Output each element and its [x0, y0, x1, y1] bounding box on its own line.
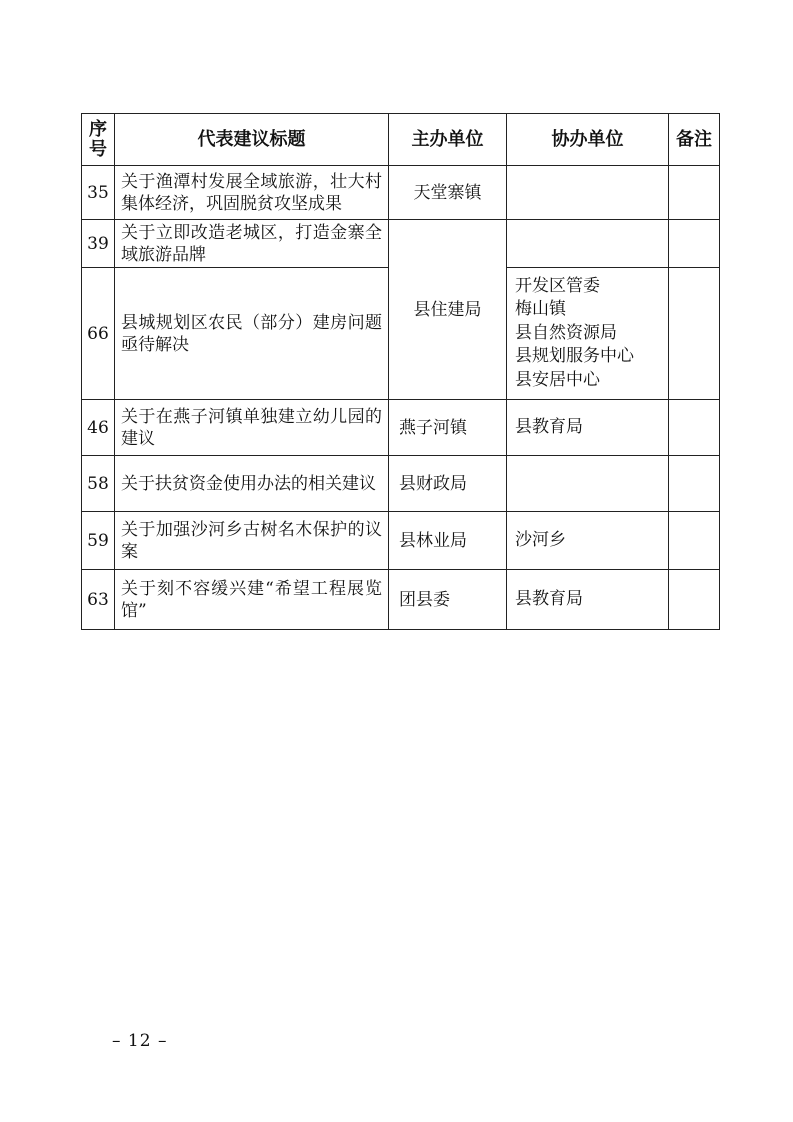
row-note [669, 456, 720, 512]
header-co-unit: 协办单位 [507, 114, 669, 166]
row-num: 46 [82, 400, 115, 456]
row-num: 35 [82, 166, 115, 220]
row-note [669, 220, 720, 268]
header-note: 备注 [669, 114, 720, 166]
row-title: 县城规划区农民（部分）建房问题亟待解决 [115, 268, 389, 400]
header-title: 代表建议标题 [115, 114, 389, 166]
proposal-table [81, 113, 720, 630]
row-title: 关于刻不容缓兴建“希望工程展览馆” [115, 570, 389, 630]
row-title: 关于扶贫资金使用办法的相关建议 [115, 456, 389, 512]
row-note [669, 570, 720, 630]
co-unit-item: 县安居中心 [515, 369, 600, 390]
table-row [82, 220, 720, 268]
co-unit-item: 县自然资源局 [515, 322, 617, 343]
co-unit-item: 县规划服务中心 [515, 346, 634, 367]
row-title: 关于立即改造老城区，打造金寨全域旅游品牌 [115, 220, 389, 268]
row-co-unit [507, 456, 669, 512]
co-unit-item: 县教育局 [515, 588, 583, 609]
co-unit-item: 开发区管委 [515, 275, 600, 296]
table-row [82, 166, 720, 220]
row-co-unit [507, 570, 669, 630]
row-main-unit: 团县委 [389, 570, 507, 630]
row-note [669, 166, 720, 220]
co-unit-item: 沙河乡 [515, 529, 566, 550]
row-main-unit: 县林业局 [389, 512, 507, 570]
table-row [82, 512, 720, 570]
row-co-unit [507, 512, 669, 570]
table-row [82, 400, 720, 456]
header-main-unit: 主办单位 [389, 114, 507, 166]
row-note [669, 512, 720, 570]
row-num: 63 [82, 570, 115, 630]
row-note [669, 268, 720, 400]
row-co-unit [507, 166, 669, 220]
row-co-unit [507, 268, 669, 400]
row-main-unit: 县财政局 [389, 456, 507, 512]
row-title: 关于在燕子河镇单独建立幼儿园的建议 [115, 400, 389, 456]
table-header-row [82, 114, 720, 166]
table-row [82, 456, 720, 512]
header-num: 序号 [82, 114, 115, 166]
co-unit-item: 梅山镇 [515, 299, 566, 320]
row-num: 66 [82, 268, 115, 400]
row-title: 关于加强沙河乡古树名木保护的议案 [115, 512, 389, 570]
page-number: – 12 – [112, 1031, 168, 1051]
row-num: 39 [82, 220, 115, 268]
row-co-unit [507, 400, 669, 456]
row-note [669, 400, 720, 456]
row-num: 58 [82, 456, 115, 512]
row-main-unit: 县住建局 [389, 220, 507, 400]
row-co-unit [507, 220, 669, 268]
row-title: 关于渔潭村发展全域旅游，壮大村集体经济，巩固脱贫攻坚成果 [115, 166, 389, 220]
co-unit-item: 县教育局 [515, 416, 583, 437]
table-row [82, 570, 720, 630]
row-main-unit: 燕子河镇 [389, 400, 507, 456]
row-main-unit: 天堂寨镇 [389, 166, 507, 220]
row-num: 59 [82, 512, 115, 570]
